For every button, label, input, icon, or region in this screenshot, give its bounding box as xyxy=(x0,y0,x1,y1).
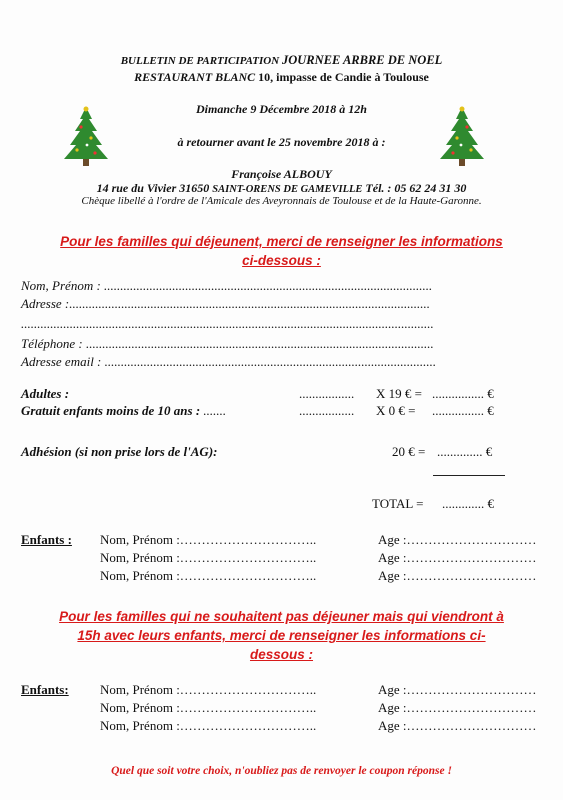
children-free-dots: ....... xyxy=(200,403,227,418)
address-label: Adresse : xyxy=(21,296,70,311)
contact-name: Françoise ALBOUY xyxy=(231,167,332,181)
child-name[interactable]: Nom, Prénom :………………………….. xyxy=(100,532,317,547)
phone-label: Téléphone : xyxy=(21,336,83,351)
address-line2-dots: ............................................................................................................................... xyxy=(21,316,434,331)
name-field[interactable] xyxy=(21,278,551,294)
children-qty[interactable]: ................. xyxy=(299,403,355,418)
adults-total[interactable]: ................ € xyxy=(432,386,494,401)
membership-label: Adhésion (si non prise lors de l'AG): xyxy=(21,444,218,459)
children-heading: Enfants : xyxy=(21,532,72,547)
event-date: Dimanche 9 Décembre 2018 à 12h xyxy=(196,102,367,116)
total-value[interactable]: ............. € xyxy=(442,496,494,511)
section2-heading-line2: 15h avec leurs enfants, merci de renseigner les informations ci- xyxy=(77,628,486,643)
contact-phone: Tél. : 05 62 24 31 30 xyxy=(362,181,467,195)
child-name[interactable]: Nom, Prénom :………………………….. xyxy=(100,718,317,733)
footer-reminder: Quel que soit votre choix, n'oubliez pas de renvoyer le coupon réponse ! xyxy=(111,765,452,777)
child-age[interactable]: Age :………………………… xyxy=(378,532,537,547)
contact-details xyxy=(0,181,563,196)
section2-heading-line3: dessous : xyxy=(249,647,314,662)
membership-total[interactable]: .............. € xyxy=(437,444,493,459)
email-dots: ...................................................................................................... xyxy=(101,354,437,369)
adults-label: Adultes : xyxy=(21,386,70,401)
phone-field[interactable] xyxy=(21,336,551,352)
children-total[interactable]: ................ € xyxy=(432,403,494,418)
adults-price: X 19 € = xyxy=(376,386,422,401)
contact-address: 14 rue du Vivier 31650 xyxy=(96,181,213,195)
form-title xyxy=(0,53,563,68)
child-age[interactable]: Age :………………………… xyxy=(378,550,537,565)
section1-heading xyxy=(0,232,563,270)
children-free-text: Gratuit enfants moins de 10 ans : xyxy=(21,403,201,418)
child-name[interactable]: Nom, Prénom :………………………….. xyxy=(100,700,317,715)
venue-address: 10, impasse de Candie à Toulouse xyxy=(258,70,429,84)
child-name[interactable]: Nom, Prénom :………………………….. xyxy=(100,550,317,565)
return-deadline: à retourner avant le 25 novembre 2018 à : xyxy=(177,135,386,149)
child-name[interactable]: Nom, Prénom :………………………….. xyxy=(100,568,317,583)
event-name: JOURNEE ARBRE DE NOEL xyxy=(281,53,443,67)
total-label: TOTAL = xyxy=(372,496,424,511)
child-age[interactable]: Age :………………………… xyxy=(378,682,537,697)
personal-info-fields xyxy=(21,278,551,370)
email-label: Adresse email : xyxy=(21,354,102,369)
address-dots: ............................................................................................................... xyxy=(69,296,431,311)
children-price: X 0 € = xyxy=(376,403,416,418)
total-divider xyxy=(433,475,505,476)
phone-dots: ........................................................................................................... xyxy=(82,336,434,351)
email-field[interactable] xyxy=(21,354,551,370)
section1-heading-line1: Pour les familles qui déjeunent, merci de renseigner les informations xyxy=(60,234,503,249)
address-field[interactable] xyxy=(21,296,551,312)
section2-heading xyxy=(0,607,563,664)
membership-price: 20 € = xyxy=(392,444,426,459)
title-prefix: BULLETIN DE PARTICIPATION xyxy=(120,55,282,67)
adults-qty[interactable]: ................. xyxy=(299,386,355,401)
children-free-label xyxy=(21,403,226,419)
section2-heading-line1: Pour les familles qui ne souhaitent pas déjeuner mais qui viendront à xyxy=(59,609,504,624)
child-age[interactable]: Age :………………………… xyxy=(378,700,537,715)
venue xyxy=(0,70,563,85)
address-line2-field[interactable] xyxy=(21,316,551,332)
child-age[interactable]: Age :………………………… xyxy=(378,718,537,733)
child-age[interactable]: Age :………………………… xyxy=(378,568,537,583)
section1-heading-line2: ci-dessous : xyxy=(242,253,321,268)
name-dots: ..................................................................................................... xyxy=(100,278,433,293)
name-label: Nom, Prénom : xyxy=(21,278,101,293)
contact-city: SAINT-ORENS DE GAMEVILLE xyxy=(212,184,363,195)
children-heading: Enfants: xyxy=(21,682,69,697)
venue-name: RESTAURANT BLANC xyxy=(134,70,259,84)
child-name[interactable]: Nom, Prénom :………………………….. xyxy=(100,682,317,697)
cheque-note: Chèque libellé à l'ordre de l'Amicale des Aveyronnais de Toulouse et de la Haute-Garonne. xyxy=(81,195,482,207)
